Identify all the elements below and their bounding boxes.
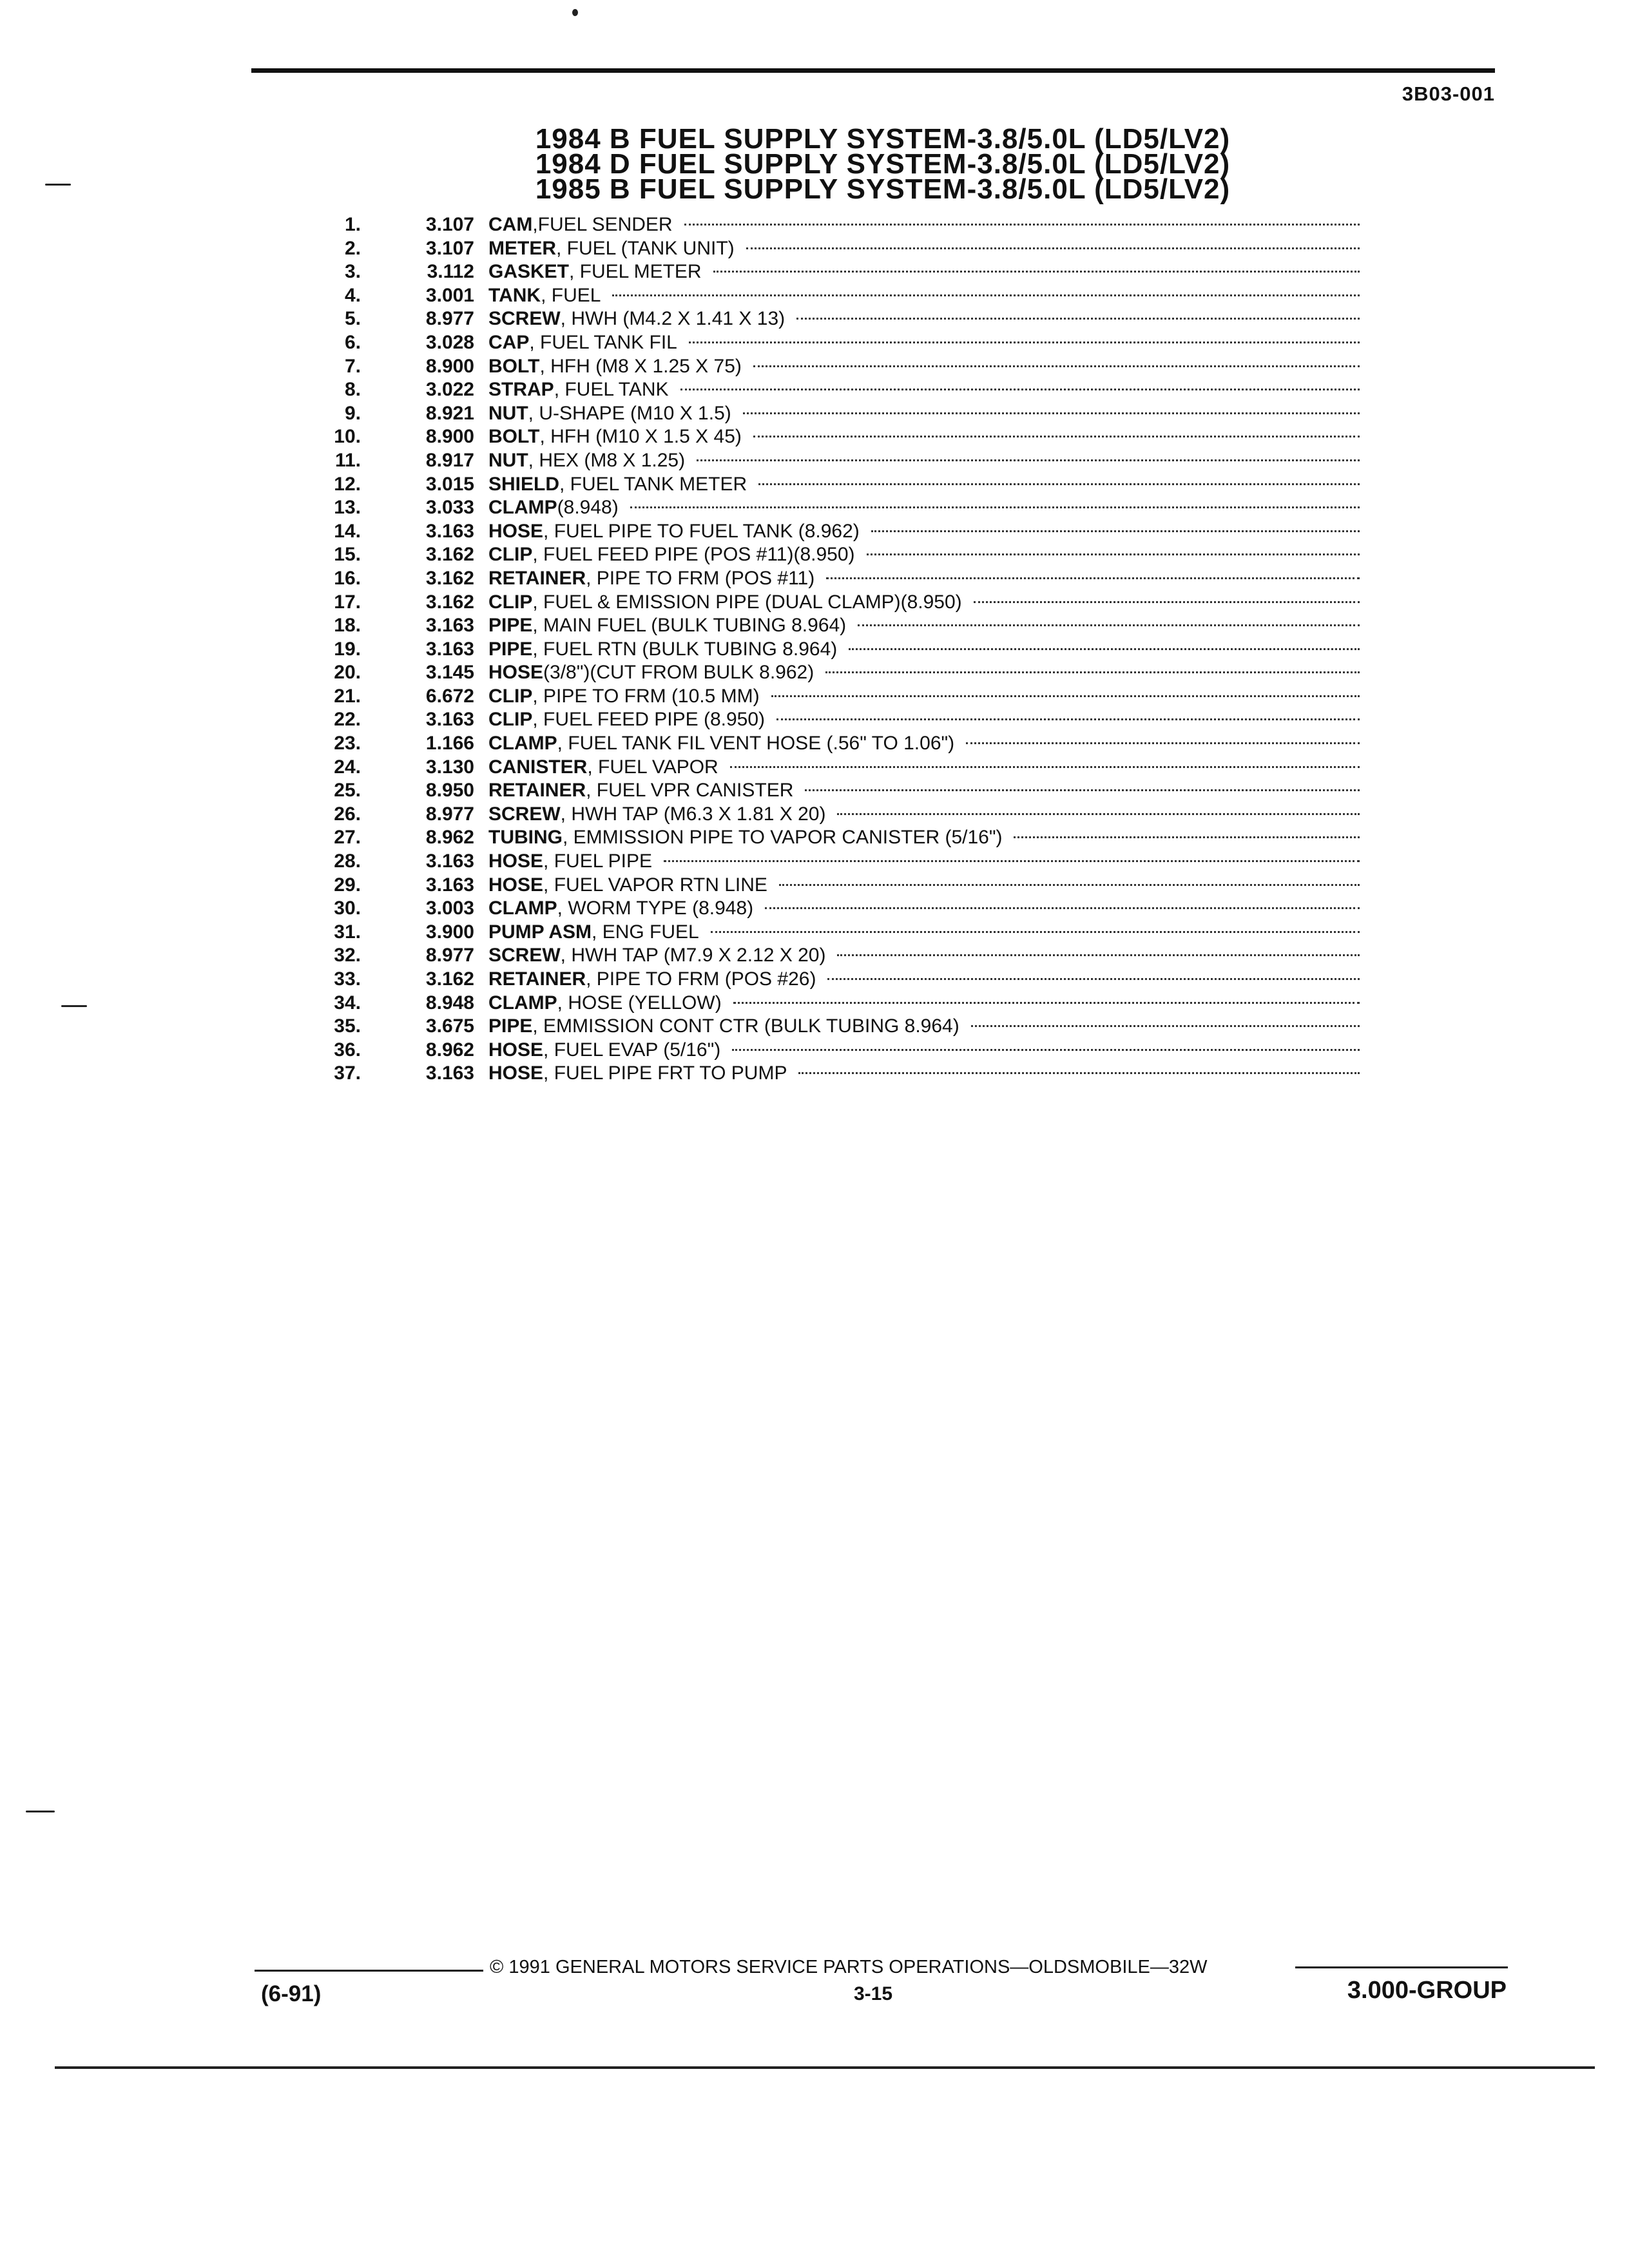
dot-leader [871,530,1360,532]
scan-speck [572,9,578,16]
part-code: 8.900 [425,426,474,448]
part-description: , FUEL & EMISSION PIPE (DUAL CLAMP)(8.950) [532,591,962,613]
part-row [303,449,1360,473]
part-row [303,708,1360,732]
dot-leader [730,766,1360,768]
part-number: 27. [334,827,361,849]
dot-leader [771,695,1360,697]
dot-leader [971,1025,1360,1027]
part-name: CAP [488,331,530,353]
part-number: 35. [334,1015,361,1037]
part-code: 3.675 [425,1015,474,1037]
part-number: 17. [334,591,361,613]
part-code: 3.162 [425,544,474,566]
part-number: 28. [334,850,361,872]
part-row [303,614,1360,638]
part-description: , HWH TAP (M6.3 X 1.81 X 20) [560,803,826,825]
part-name: TANK [488,284,541,306]
dot-leader [776,718,1360,720]
part-description: , HEX (M8 X 1.25) [528,449,686,471]
part-description: , HWH (M4.2 X 1.41 X 13) [560,308,786,330]
dot-leader [697,459,1360,461]
part-name: SHIELD [488,473,560,495]
part-code: 6.672 [425,685,474,707]
scan-speck [26,1811,55,1812]
part-name: NUT [488,449,528,471]
part-number: 29. [334,874,361,896]
dot-leader [765,907,1360,909]
part-row [303,756,1360,780]
part-number: 10. [334,426,361,448]
part-code: 3.145 [425,662,474,684]
dot-leader [827,978,1360,980]
part-number: 32. [334,945,361,966]
part-description: , HFH (M8 X 1.25 X 75) [539,355,742,377]
part-description: (8.948) [557,497,619,519]
part-row [303,732,1360,756]
part-name: HOSE [488,850,544,872]
part-description: , EMMISSION PIPE TO VAPOR CANISTER (5/16") [563,827,1003,849]
part-name: TUBING [488,827,563,849]
part-description: , FUEL PIPE FRT TO PUMP [543,1062,787,1084]
group-label: 3.000-GROUP [1347,1977,1507,2004]
part-code: 1.166 [425,733,474,754]
dot-leader [630,506,1360,508]
part-description: , FUEL (TANK UNIT) [556,237,735,259]
part-name: CAM [488,214,533,235]
part-number: 19. [334,638,361,660]
part-description: , HWH TAP (M7.9 X 2.12 X 20) [560,945,826,966]
part-code: 3.163 [425,638,474,660]
part-name: SCREW [488,945,561,966]
part-number: 34. [334,992,361,1014]
part-code: 3.162 [425,567,474,589]
part-code: 8.977 [425,308,474,330]
part-name: CLAMP [488,497,557,519]
part-description: , FUEL VAPOR [587,756,718,778]
part-number: 13. [334,497,361,519]
part-description: , WORM TYPE (8.948) [557,898,754,919]
part-code: 8.962 [425,827,474,849]
dot-leader [825,671,1360,673]
part-number: 9. [344,402,361,424]
part-code: 8.977 [425,945,474,966]
part-code: 3.163 [425,850,474,872]
header-rule [251,68,1495,73]
part-name: CLIP [488,709,533,731]
dot-leader [849,648,1360,650]
part-description: , FUEL TANK FIL [529,331,677,353]
part-name: HOSE [488,1062,544,1084]
part-row [303,1039,1360,1062]
part-row [303,968,1360,992]
dot-leader [746,247,1360,249]
part-number: 15. [334,544,361,566]
part-number: 3. [344,261,361,283]
part-name: RETAINER [488,780,586,802]
part-row [303,897,1360,921]
part-name: PIPE [488,1015,533,1037]
part-number: 36. [334,1039,361,1061]
part-number: 26. [334,803,361,825]
part-description: , FUEL VAPOR RTN LINE [543,874,767,896]
part-row [303,803,1360,827]
part-name: GASKET [488,261,570,283]
part-code: 3.033 [425,497,474,519]
part-description: , FUEL FEED PIPE (POS #11)(8.950) [532,544,855,566]
bottom-rule [55,2066,1595,2069]
part-description: , EMMISSION CONT CTR (BULK TUBING 8.964) [532,1015,959,1037]
part-number: 14. [334,520,361,542]
part-row [303,473,1360,497]
title-line: 1985 B FUEL SUPPLY SYSTEM-3.8/5.0L (LD5/LV2) [535,173,1231,205]
part-code: 3.900 [425,921,474,943]
dot-leader [858,624,1360,626]
part-number: 21. [334,685,361,707]
part-row [303,826,1360,850]
part-name: CLIP [488,591,533,613]
part-number: 23. [334,733,361,754]
part-code: 3.163 [425,520,474,542]
page-number: 3-15 [854,1983,893,2004]
part-number: 12. [334,473,361,495]
part-code: 3.162 [425,968,474,990]
part-description: , FUEL FEED PIPE (8.950) [532,709,766,731]
part-row [303,496,1360,520]
part-name: SCREW [488,308,561,330]
part-code: 3.107 [425,214,474,235]
part-description: ,FUEL SENDER [532,214,673,235]
part-row [303,355,1360,379]
part-code: 3.112 [427,261,474,283]
part-code: 3.022 [425,379,474,401]
part-row [303,213,1360,237]
part-name: PIPE [488,615,533,637]
part-number: 11. [334,449,361,471]
part-description: , FUEL TANK METER [559,473,747,495]
copyright-notice: © 1991 GENERAL MOTORS SERVICE PARTS OPERATIONS—OLDSMOBILE—32W [490,1957,1208,1977]
part-name: CLIP [488,544,533,566]
part-row [303,1062,1360,1086]
part-row [303,921,1360,945]
part-row [303,779,1360,803]
footer-rule-right [1295,1966,1508,1968]
part-description: , FUEL TANK [554,379,669,401]
part-code: 3.001 [425,284,474,306]
part-row [303,638,1360,662]
part-row [303,237,1360,261]
part-name: BOLT [488,426,540,448]
part-row [303,402,1360,426]
part-description: , PIPE TO FRM (POS #11) [586,567,815,589]
part-name: METER [488,237,556,259]
scan-speck [45,184,71,186]
part-row [303,944,1360,968]
dot-leader [664,860,1360,862]
part-name: CLIP [488,685,533,707]
dot-leader [974,601,1360,603]
part-description: , PIPE TO FRM (10.5 MM) [532,685,760,707]
part-name: RETAINER [488,567,586,589]
part-name: STRAP [488,379,554,401]
part-code: 8.921 [425,402,474,424]
part-row [303,567,1360,591]
dot-leader [796,318,1360,320]
part-number: 37. [334,1062,361,1084]
part-name: CLAMP [488,992,557,1014]
part-row [303,591,1360,615]
part-code: 8.900 [425,355,474,377]
part-name: HOSE [488,1039,544,1061]
part-row [303,685,1360,709]
dot-leader [798,1072,1360,1074]
part-code: 3.163 [425,709,474,731]
dot-leader [837,954,1360,956]
part-code: 3.107 [425,237,474,259]
dot-leader [1014,836,1360,838]
part-code: 3.163 [425,874,474,896]
dot-leader [732,1049,1360,1051]
title-line: 1984 B FUEL SUPPLY SYSTEM-3.8/5.0L (LD5/LV2) [535,123,1231,155]
part-name: HOSE [488,874,544,896]
dot-leader [713,271,1360,273]
part-description: , FUEL TANK FIL VENT HOSE (.56" TO 1.06") [557,733,955,754]
part-number: 33. [334,968,361,990]
title-block [503,123,1263,205]
dot-leader [837,813,1360,815]
part-row [303,850,1360,874]
part-name: RETAINER [488,968,586,990]
part-name: BOLT [488,355,540,377]
part-code: 3.028 [425,331,474,353]
part-number: 18. [334,615,361,637]
dot-leader [733,1002,1360,1004]
part-code: 8.917 [425,449,474,471]
dot-leader [966,742,1360,744]
part-row [303,425,1360,449]
part-row [303,992,1360,1015]
part-description: (3/8")(CUT FROM BULK 8.962) [543,662,815,684]
part-name: PUMP ASM [488,921,592,943]
part-row [303,661,1360,685]
dot-leader [805,789,1360,791]
footer-rule-left [255,1970,483,1972]
dot-leader [711,931,1360,933]
part-number: 30. [334,898,361,919]
part-number: 7. [344,355,361,377]
part-description: , HFH (M10 X 1.5 X 45) [539,426,742,448]
part-description: , FUEL VPR CANISTER [586,780,794,802]
dot-leader [743,412,1360,414]
dot-leader [826,577,1360,579]
part-description: , HOSE (YELLOW) [557,992,722,1014]
part-code: 8.962 [425,1039,474,1061]
dot-leader [612,294,1360,296]
dot-leader [684,224,1360,226]
part-number: 16. [334,567,361,589]
part-name: CANISTER [488,756,588,778]
part-number: 1. [344,214,361,235]
part-code: 3.003 [425,898,474,919]
title-line: 1984 D FUEL SUPPLY SYSTEM-3.8/5.0L (LD5/LV2) [535,148,1231,180]
document-code: 3B03-001 [1402,82,1495,105]
dot-leader [779,884,1360,886]
part-row [303,260,1360,284]
part-number: 5. [344,308,361,330]
part-row [303,1015,1360,1039]
part-code: 3.162 [425,591,474,613]
part-description: , U-SHAPE (M10 X 1.5) [528,402,731,424]
part-description: , FUEL EVAP (5/16") [543,1039,721,1061]
part-name: PIPE [488,638,533,660]
scan-speck [61,1005,87,1007]
dot-leader [758,483,1360,485]
part-number: 4. [344,284,361,306]
part-row [303,543,1360,567]
part-code: 3.015 [425,473,474,495]
part-description: , FUEL PIPE [543,850,652,872]
part-name: CLAMP [488,898,557,919]
part-row [303,331,1360,355]
part-code: 3.163 [425,615,474,637]
part-number: 2. [344,237,361,259]
dot-leader [753,436,1360,437]
revision-date: (6-91) [261,1981,322,2006]
part-code: 3.130 [425,756,474,778]
part-number: 25. [334,780,361,802]
part-number: 24. [334,756,361,778]
part-code: 8.948 [425,992,474,1014]
part-row [303,874,1360,898]
dot-leader [680,389,1360,390]
part-code: 3.163 [425,1062,474,1084]
parts-list [303,213,1360,1086]
part-number: 20. [334,662,361,684]
part-name: HOSE [488,662,544,684]
part-description: , ENG FUEL [592,921,699,943]
part-number: 22. [334,709,361,731]
part-description: , FUEL METER [569,261,702,283]
part-row [303,284,1360,308]
dot-leader [689,341,1360,343]
part-description: , FUEL PIPE TO FUEL TANK (8.962) [543,520,860,542]
part-description: , FUEL [541,284,601,306]
dot-leader [753,365,1360,367]
part-number: 31. [334,921,361,943]
part-number: 8. [344,379,361,401]
part-name: HOSE [488,520,544,542]
part-code: 8.950 [425,780,474,802]
part-row [303,378,1360,402]
part-name: NUT [488,402,528,424]
dot-leader [867,553,1360,555]
part-description: , MAIN FUEL (BULK TUBING 8.964) [532,615,847,637]
part-description: , PIPE TO FRM (POS #26) [586,968,816,990]
part-name: SCREW [488,803,561,825]
part-row [303,307,1360,331]
part-code: 8.977 [425,803,474,825]
part-row [303,520,1360,544]
part-name: CLAMP [488,733,557,754]
part-description: , FUEL RTN (BULK TUBING 8.964) [532,638,838,660]
part-number: 6. [344,331,361,353]
